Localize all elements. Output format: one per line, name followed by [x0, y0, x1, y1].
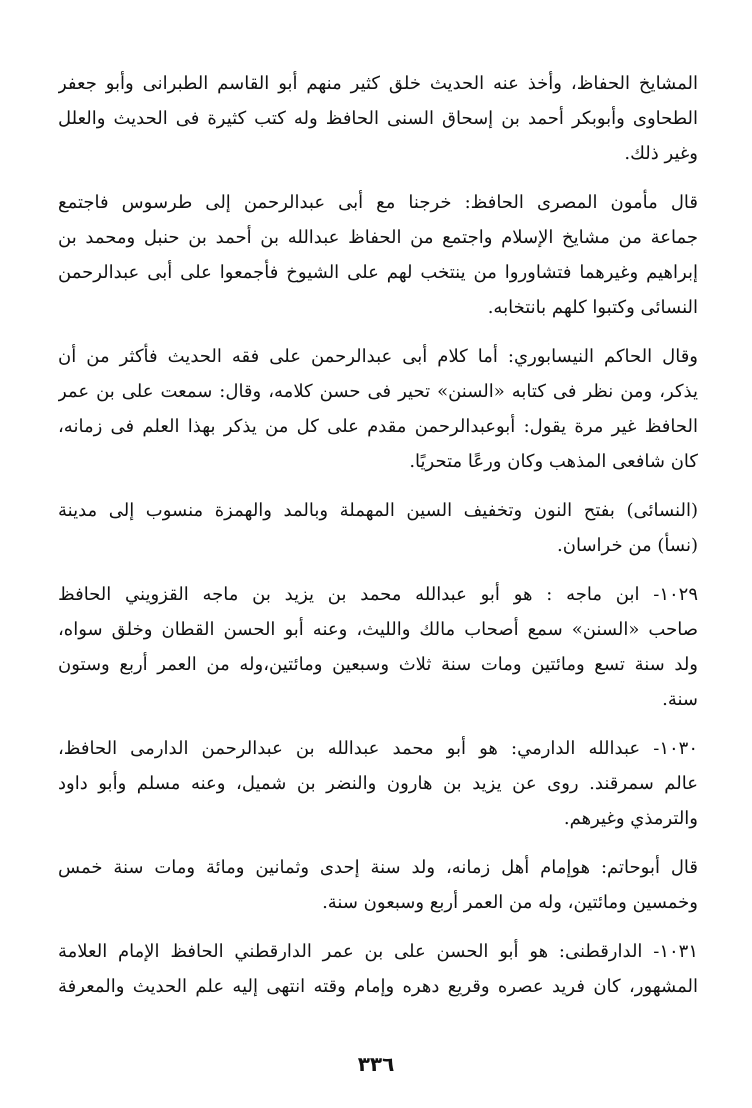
entry-1030-darimi [58, 731, 698, 836]
text-line: صاحب «السنن» سمع أصحاب مالك والليث، وعنه أبو الحسن القطان وخلق سواه، [58, 619, 698, 640]
text-line: (نسأ) من خراسان. [557, 535, 698, 556]
entry-1031-daraqutni [58, 934, 698, 1004]
text-line: وقال الحاكم النيسابوري: أما كلام أبى عبدالرحمن على فقه الحديث فأكثر من أن [58, 346, 698, 367]
paragraph-hakim-quote [58, 339, 698, 479]
text-line: جماعة من مشايخ الإسلام واجتمع من الحفاظ عبدالله بن أحمد بن حنبل ومحمد بن [58, 227, 698, 248]
text-line: يذكر، ومن نظر فى كتابه «السنن» تحير فى حسن كلامه، وقال: سمعت على بن عمر [58, 381, 698, 402]
text-line: عالم سمرقند. روى عن يزيد بن هارون والنضر بن شميل، وعنه مسلم وأبو داود [58, 773, 698, 794]
text-line: ١٠٣٠- عبدالله الدارمي: هو أبو محمد عبدالله بن عبدالرحمن الدارمى الحافظ، [58, 738, 698, 759]
text-line: والترمذي وغيرهم. [563, 808, 698, 829]
text-line: ١٠٢٩- ابن ماجه : هو أبو عبدالله محمد بن يزيد بن ماجه القزويني الحافظ [58, 584, 698, 605]
text-line: إبراهيم وغيرهما فتشاوروا من ينتخب لهم على الشيوخ فأجمعوا على أبى عبدالرحمن [58, 262, 698, 283]
paragraph-abu-hatim-quote [58, 850, 698, 920]
text-line: وغير ذلك. [624, 143, 698, 164]
paragraph-nasai-teachers [58, 66, 698, 171]
text-line: سنة. [662, 689, 698, 710]
text-line: (النسائى) بفتح النون وتخفيف السين المهملة وبالمد والهمزة منسوب إلى مدينة [58, 500, 698, 521]
text-line: ولد سنة تسع ومائتين ومات سنة ثلاث وسبعين ومائتين،وله من العمر أربع وستون [58, 654, 698, 675]
text-line: الحافظ غير مرة يقول: أبوعبدالرحمن مقدم على كل من يذكر بهذا العلم فى زمانه، [58, 416, 698, 437]
text-line: ١٠٣١- الدارقطنى: هو أبو الحسن على بن عمر الدارقطني الحافظ الإمام العلامة [58, 941, 698, 962]
text-line: قال أبوحاتم: هوإمام أهل زمانه، ولد سنة إحدى وثمانين ومائة ومات سنة خمس [58, 857, 698, 878]
entry-1029-ibn-majah [58, 577, 698, 717]
text-line: النسائى وكتبوا كلهم بانتخابه. [487, 297, 698, 318]
page-number: ٣٣٦ [357, 1052, 395, 1076]
text-line: المشهور، كان فريد عصره وقريع دهره وإمام وقته انتهى إليه علم الحديث والمعرفة [58, 976, 698, 997]
text-line: وخمسين ومائتين، وله من العمر أربع وسبعون سنة. [322, 892, 698, 913]
paragraph-mamun-quote [58, 185, 698, 325]
text-line: قال مأمون المصرى الحافظ: خرجنا مع أبى عبدالرحمن إلى طرسوس فاجتمع [58, 192, 698, 213]
book-page-body [58, 66, 698, 1018]
text-line: المشايخ الحفاظ، وأخذ عنه الحديث خلق كثير منهم أبو القاسم الطبرانى وأبو جعفر [58, 73, 698, 94]
paragraph-nasai-spelling [58, 493, 698, 563]
text-line: الطحاوى وأبوبكر أحمد بن إسحاق السنى الحافظ وله كتب كثيرة فى الحديث والعلل [58, 108, 698, 129]
text-line: كان شافعى المذهب وكان ورعًا متحريًا. [409, 451, 698, 472]
